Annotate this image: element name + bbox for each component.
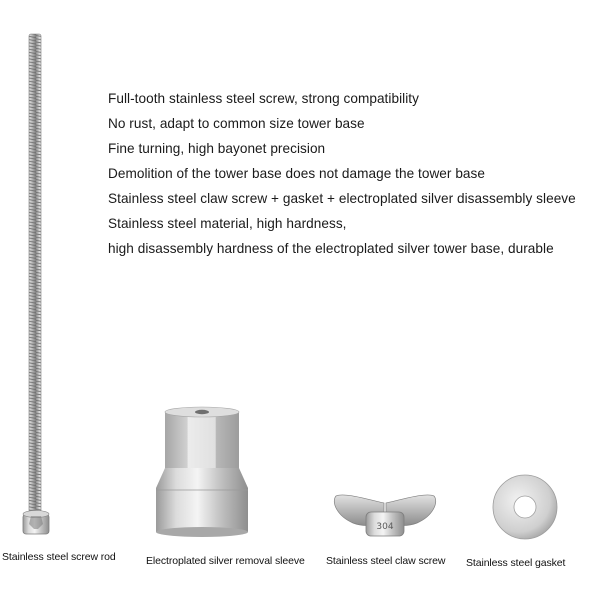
caption-removal-sleeve: Electroplated silver removal sleeve <box>146 555 305 567</box>
removal-sleeve-icon <box>156 407 248 537</box>
caption-claw-screw: Stainless steel claw screw <box>326 555 446 567</box>
feature-line: high disassembly hardness of the electroplated silver tower base, durable <box>108 241 554 256</box>
feature-line: Stainless steel claw screw + gasket + electroplated silver disassembly sleeve <box>108 191 576 206</box>
feature-line: Stainless steel material, high hardness, <box>108 216 347 231</box>
material-stamp: 304 <box>376 522 394 532</box>
caption-screw-rod: Stainless steel screw rod <box>2 551 116 563</box>
wing-nut-icon <box>334 495 435 536</box>
feature-line: Demolition of the tower base does not damage the tower base <box>108 166 486 181</box>
screw-rod-icon <box>23 34 49 534</box>
gasket-icon <box>493 475 557 539</box>
caption-gasket: Stainless steel gasket <box>466 557 566 569</box>
feature-line: Full-tooth stainless steel screw, strong compatibility <box>108 91 419 106</box>
feature-line: Fine turning, high bayonet precision <box>108 141 326 156</box>
feature-line: No rust, adapt to common size tower base <box>108 116 365 131</box>
